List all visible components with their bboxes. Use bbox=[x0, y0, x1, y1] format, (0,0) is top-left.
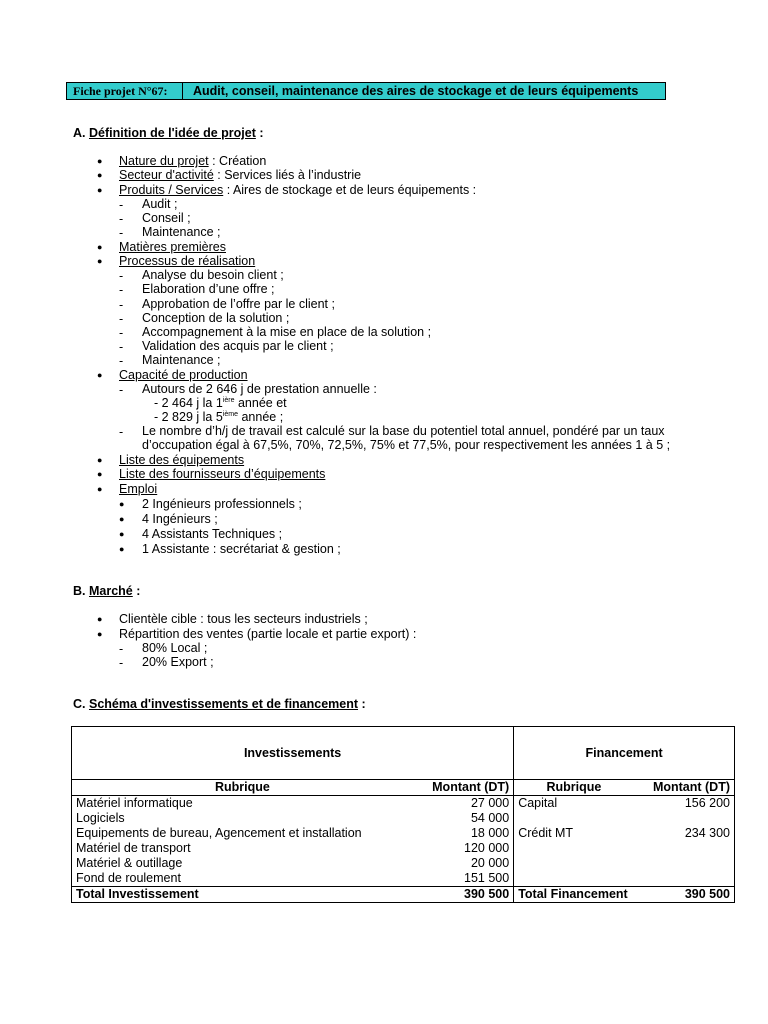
table-row: Logiciels 54 000 bbox=[72, 811, 735, 826]
capacite-sub-item: - 2 464 j la $1^{ière}$ année et bbox=[154, 396, 287, 410]
capacite-item: Autours de 2 646 j de prestation annuelle : bbox=[142, 382, 377, 396]
list-item: Accompagnement à la mise en place de la solution ; bbox=[142, 325, 432, 339]
list-item: Conseil ; bbox=[142, 211, 191, 225]
produits-line: Produits / Services : Aires de stockage et de leurs équipements : bbox=[119, 183, 477, 197]
bullet-icon: ● bbox=[97, 242, 103, 252]
liste-equip-line: Liste des équipements bbox=[119, 453, 245, 467]
bullet-icon: ● bbox=[119, 514, 125, 524]
col-rubrique-fin: Rubrique bbox=[514, 780, 634, 796]
table-header-row bbox=[72, 727, 735, 780]
dash-icon: - bbox=[119, 656, 124, 670]
bullet-icon: ● bbox=[97, 170, 103, 180]
capacite-sub-item: - 2 829 j la 5ième année ; bbox=[154, 410, 284, 424]
bullet-icon: ● bbox=[97, 484, 103, 494]
table-total-row bbox=[72, 887, 735, 903]
table-row: Matériel de transport 120 000 bbox=[72, 841, 735, 856]
dash-icon: - bbox=[119, 198, 124, 212]
bullet-icon: ● bbox=[97, 614, 103, 624]
dash-icon: - bbox=[119, 354, 124, 368]
list-item: Conception de la solution ; bbox=[142, 311, 290, 325]
dash-icon: - bbox=[119, 269, 124, 283]
bullet-icon: ● bbox=[97, 629, 103, 639]
bullet-icon: ● bbox=[97, 370, 103, 380]
list-item: 4 Assistants Techniques ; bbox=[142, 527, 283, 541]
capacite-item: Le nombre d’h/j de travail est calculé sur la base du potentiel total annuel, pondéré par un taux bbox=[142, 424, 665, 438]
col-rubrique: Rubrique bbox=[72, 780, 413, 796]
section-b-heading: B. Marché : bbox=[73, 584, 141, 598]
secteur-line: Secteur d'activité : Services liés à l’industrie bbox=[119, 168, 362, 182]
dash-icon: - bbox=[119, 425, 124, 439]
liste-fourn-line: Liste des fournisseurs d’équipements bbox=[119, 467, 326, 481]
dash-icon: - bbox=[119, 226, 124, 240]
list-item: Analyse du besoin client ; bbox=[142, 268, 284, 282]
table-row: Equipements de bureau, Agencement et installation 18 000 Crédit MT 234 300 bbox=[72, 826, 735, 841]
total-fin-value: 390 500 bbox=[634, 887, 735, 903]
matieres-line: Matières premières bbox=[119, 240, 226, 254]
processus-line: Processus de réalisation bbox=[119, 254, 256, 268]
bullet-icon: ● bbox=[119, 529, 125, 539]
bullet-icon: ● bbox=[97, 455, 103, 465]
dash-icon: - bbox=[119, 212, 124, 226]
project-title: Audit, conseil, maintenance des aires de stockage et de leurs équipements bbox=[193, 84, 639, 98]
table-row: Matériel informatique 27 000 Capital 156 200 bbox=[72, 796, 735, 812]
repartition-line: Répartition des ventes (partie locale et partie export) : bbox=[119, 627, 417, 641]
section-c-heading: C. Schéma d'investissements et de financement : bbox=[73, 697, 366, 711]
list-item: Validation des acquis par le client ; bbox=[142, 339, 334, 353]
col-montant-fin: Montant (DT) bbox=[634, 780, 735, 796]
list-item: 20% Export ; bbox=[142, 655, 214, 669]
bullet-icon: ● bbox=[97, 156, 103, 166]
dash-icon: - bbox=[119, 340, 124, 354]
list-item: 2 Ingénieurs professionnels ; bbox=[142, 497, 302, 511]
list-item: 80% Local ; bbox=[142, 641, 208, 655]
list-item: Maintenance ; bbox=[142, 353, 221, 367]
section-a-title: Définition de l'idée de projet bbox=[88, 126, 256, 140]
table-row: Matériel & outillage 20 000 bbox=[72, 856, 735, 871]
bullet-icon: ● bbox=[119, 499, 125, 509]
dash-icon: - bbox=[119, 326, 124, 340]
list-item: Approbation de l’offre par le client ; bbox=[142, 297, 335, 311]
emploi-line: Emploi bbox=[119, 482, 158, 496]
bullet-icon: ● bbox=[97, 256, 103, 266]
project-ref: Fiche projet N°67: bbox=[67, 83, 183, 99]
bullet-icon: ● bbox=[97, 185, 103, 195]
section-b-title: Marché bbox=[88, 584, 133, 598]
section-a-heading: A. Définition de l'idée de projet : bbox=[73, 126, 264, 140]
dash-icon: - bbox=[119, 383, 124, 397]
total-inv-value: 390 500 bbox=[413, 887, 514, 903]
investment-table bbox=[71, 726, 735, 903]
list-item: 1 Assistante : secrétariat & gestion ; bbox=[142, 542, 341, 556]
list-item: Elaboration d’une offre ; bbox=[142, 282, 275, 296]
investissements-header: Investissements bbox=[72, 727, 514, 780]
bullet-icon: ● bbox=[97, 469, 103, 479]
financement-header: Financement bbox=[514, 727, 735, 780]
dash-icon: - bbox=[119, 642, 124, 656]
bullet-icon: ● bbox=[119, 544, 125, 554]
table-column-header-row bbox=[72, 780, 735, 796]
dash-icon: - bbox=[119, 312, 124, 326]
capacite-line: Capacité de production bbox=[119, 368, 248, 382]
section-c-title: Schéma d'investissements et de financement bbox=[88, 697, 359, 711]
list-item: Maintenance ; bbox=[142, 225, 221, 239]
total-fin-label: Total Financement bbox=[514, 887, 634, 903]
capacite-item-cont: d’occupation égal à 67,5%, 70%, 72,5%, 75% et 77,5%, pour respectivement les années 1 à 5 ; bbox=[142, 438, 671, 452]
list-item: Audit ; bbox=[142, 197, 178, 211]
table-row: Fond de roulement 151 500 bbox=[72, 871, 735, 887]
list-item: 4 Ingénieurs ; bbox=[142, 512, 218, 526]
dash-icon: - bbox=[119, 298, 124, 312]
clientele-line: Clientèle cible : tous les secteurs industriels ; bbox=[119, 612, 368, 626]
project-banner bbox=[66, 82, 666, 100]
nature-line: Nature du projet : Création bbox=[119, 154, 267, 168]
dash-icon: - bbox=[119, 283, 124, 297]
total-inv-label: Total Investissement bbox=[72, 887, 413, 903]
col-montant: Montant (DT) bbox=[413, 780, 514, 796]
